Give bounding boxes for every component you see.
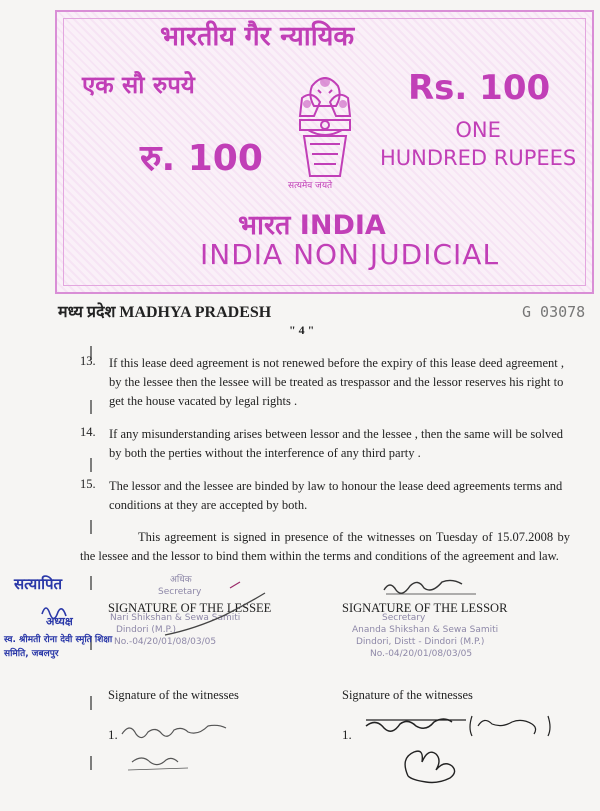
witness-right-signature-icon — [360, 712, 560, 792]
lessee-signature-label: SIGNATURE OF THE LESSEE — [108, 601, 272, 615]
stamp-words-line1: ONE — [455, 118, 501, 142]
lessor-signature-label: SIGNATURE OF THE LESSOR — [342, 601, 508, 615]
page-number: " 4 " — [289, 323, 315, 337]
lessee-faded-stamp: अधिक Secretary Nari Shikshan & Sewa Samiti Dindori (M.P.) No.-04/20/01/08/03/05 — [110, 575, 241, 647]
state-title: मध्य प्रदेश MADHYA PRADESH — [58, 304, 272, 321]
office-stamp-org-line1: स्व. श्रीमती रोना देवी स्मृति शिक्षा — [4, 635, 113, 645]
stamp-hindi-amount: एक सौ रुपये — [82, 71, 195, 99]
lessor-faded-stamp: Secretary Ananda Shikshan & Sewa Samiti Dindori, Distt - Dindori (M.P.) No.-04/20/01/08/03/05 — [352, 613, 499, 659]
stamp-serial-number: G 03078 — [522, 303, 586, 321]
clause-13-number: 13. — [80, 354, 96, 368]
stamp-non-judicial: INDIA NON JUDICIAL — [200, 238, 500, 271]
lessor-signature-icon — [380, 574, 490, 598]
clause-13-text: If this lease deed agreement is not renewed before the expiry of this lease deed agreement , by the lessee then the lessee will be treated as trespassor and the lessor reserves his right to get the house vacated by legal rights . — [109, 356, 565, 408]
stamp-words-amount — [380, 116, 576, 172]
stamp-india: भारत INDIA — [238, 210, 386, 241]
closing-paragraph: This agreement is signed in presence of the witnesses on Tuesday of 15.07.2008 by the lessee and the lessor to bind them within the terms and conditions of the agreement and law. — [80, 530, 570, 563]
clause-14-text: If any misunderstanding arises between lessor and the lessee , then the same will be solved by both the perties without the interference of any third party . — [109, 427, 564, 460]
witness-right-label: Signature of the witnesses — [342, 688, 473, 702]
witness-left-number: 1. — [108, 727, 118, 742]
margin-marks — [88, 340, 96, 810]
stamp-motto: सत्यमेव जयते — [288, 181, 333, 191]
office-stamp-designation: अध्यक्ष — [46, 615, 73, 628]
office-stamp-org-line2: समिति, जबलपुर — [4, 649, 59, 659]
stamp-words-line2: HUNDRED RUPEES — [380, 146, 577, 170]
clause-14-number: 14. — [80, 425, 96, 439]
office-stamp-name: सत्यापित — [14, 575, 63, 593]
clause-15-text: The lessor and the lessee are binded by law to honour the lease deed agreements terms and conditions at they are accepted by both. — [109, 479, 563, 512]
lessee-signature-icon — [160, 580, 280, 650]
witness-right-number: 1. — [342, 727, 352, 742]
national-emblem-icon — [290, 68, 360, 180]
clause-15-number: 15. — [80, 477, 96, 491]
witness-left-label: Signature of the witnesses — [108, 688, 239, 702]
stamp-hindi-header: भारतीय गैर न्यायिक — [160, 21, 355, 52]
stamp-rupee-amount: रु. 100 — [140, 138, 263, 179]
witness-left-signature-icon — [118, 714, 258, 784]
stamp-rs-amount: Rs. 100 — [408, 68, 551, 108]
